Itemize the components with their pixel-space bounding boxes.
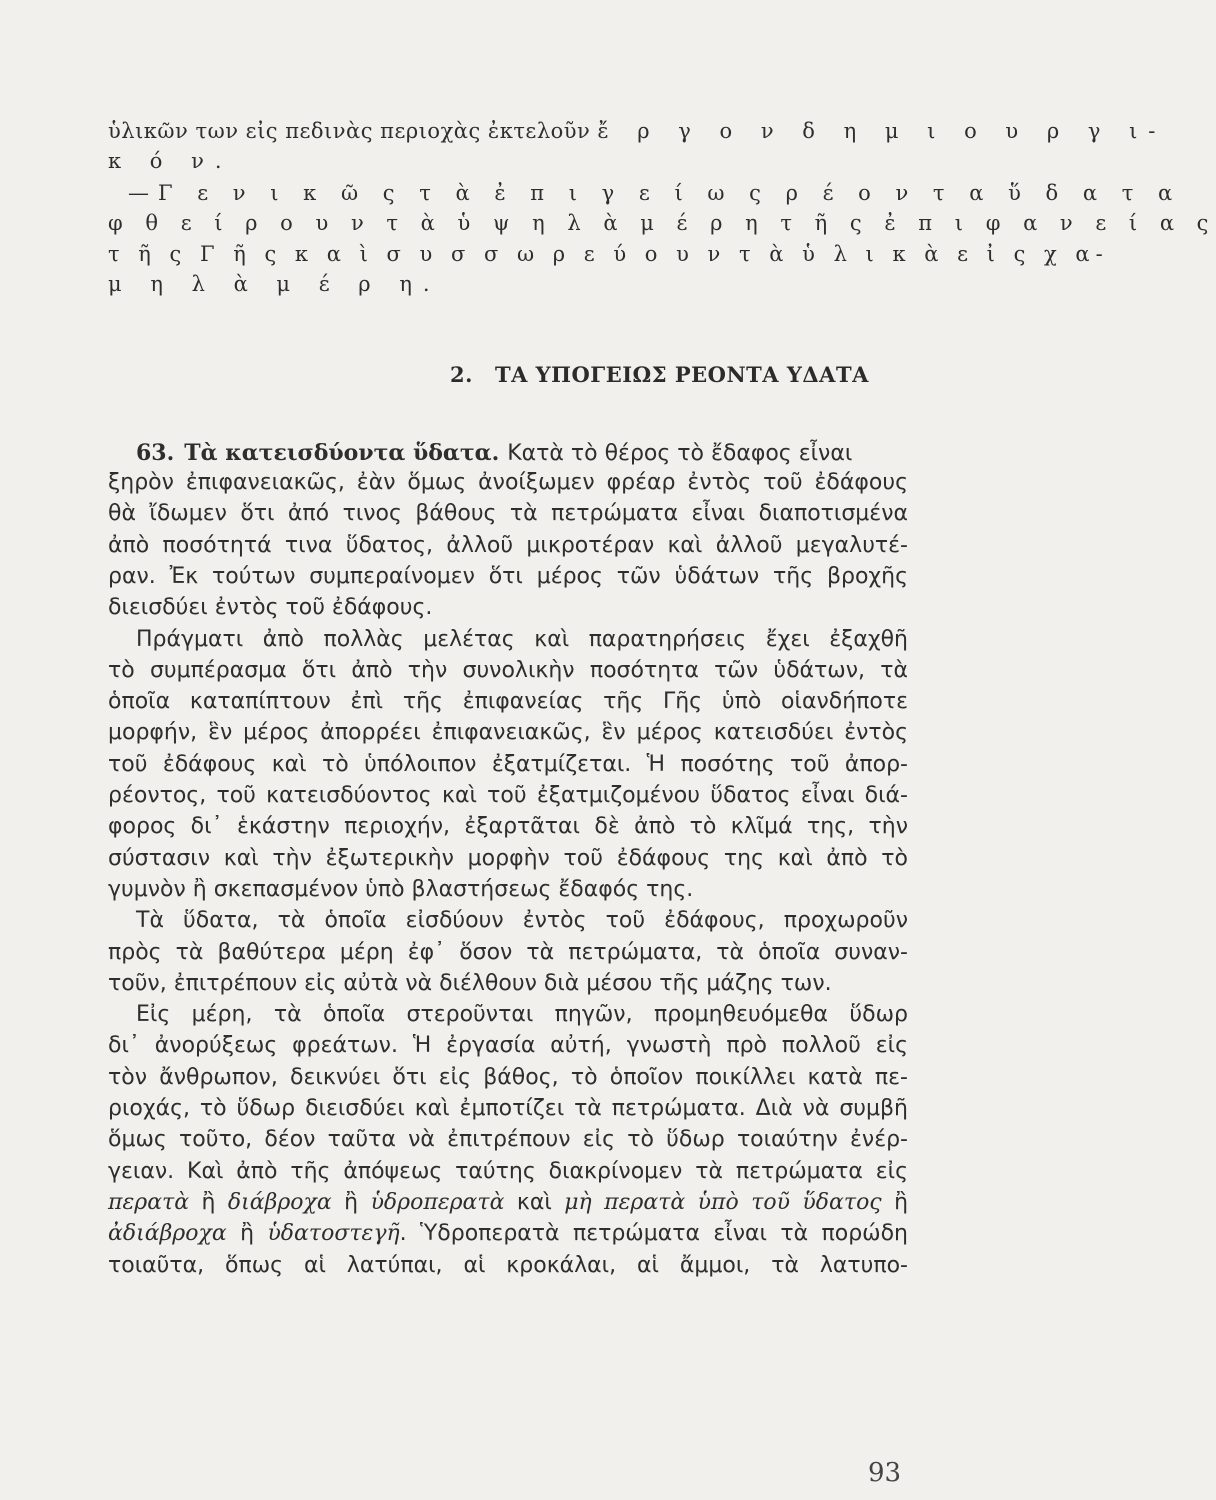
term-perata: περατὰ <box>108 1189 190 1215</box>
body-line: τοῦν, ἐπιτρέπουν εἰς αὐτὰ νὰ διέλθουν διὰ μέσου τῆς μάζης των. <box>108 970 832 996</box>
term-mi-perata: μὴ περατὰ ὑπὸ τοῦ ὕδατος <box>564 1189 882 1215</box>
intro-line-2 <box>108 146 908 177</box>
body-line: θὰ ἴδωμεν ὅτι ἀπό τινος βάθους τὰ πετρώματα εἶναι διαποτισμένα <box>108 501 908 527</box>
body-line: γυμνὸν ἢ σκεπασμένον ὑπὸ βλαστήσεως ἔδαφός της. <box>108 876 694 902</box>
subsection-first-line <box>136 438 908 469</box>
section-number: 2. <box>450 362 473 387</box>
body-line: ξηρὸν ἐπιφανειακῶς, ἐὰν ὅμως ἀνοίξωμεν φρέαρ ἐντὸς τοῦ ἐδάφους <box>108 470 908 495</box>
last-line <box>108 1251 908 1281</box>
section-title: ΤΑ ΥΠΟΓΕΙΩΣ ΡΕΟΝΤΑ ΥΔΑΤΑ <box>494 362 869 387</box>
body-line: τὸν ἄνθρωπον, δεικνύει ὅτι εἰς βάθος, τὸ ὁποῖον ποικίλλει κατὰ πε- <box>108 1064 908 1090</box>
term-ydroperata: ὑδροπερατὰ <box>370 1189 505 1215</box>
body-line: πρὸς τὰ βαθύτερα μέρη ἐφ᾽ ὅσον τὰ πετρώματα, τὰ ὁποῖα συναν- <box>108 939 908 965</box>
subsection-first-line-rest: Κατὰ τὸ θέρος τὸ ἔδαφος εἶναι <box>507 441 853 466</box>
intro-line-1-spaced: ἔ ρ γ ο ν δ η μ ι ο υ ρ γ ι- <box>597 119 1167 143</box>
body-line: δι᾽ ἀνορύξεως φρεάτων. Ἡ ἐργασία αὐτή, γνωστὴ πρὸ πολλοῦ εἰς <box>108 1033 908 1059</box>
body-line: τὸ συμπέρασμα ὅτι ἀπὸ τὴν συνολικὴν ποσότητα τῶν ὑδάτων, τὰ <box>108 657 908 683</box>
italic-line-2-sep-1: ἢ <box>226 1221 268 1247</box>
italic-line-1-sep-1: ἢ <box>189 1189 228 1215</box>
italic-line-2 <box>108 1219 908 1249</box>
intro-line-3-spaced: —Γ ε ν ι κ ῶ ς τ ὰ ἐ π ι γ ε ί ω ς ρ έ ο ν τ α ὕ δ α τ α <box>128 181 1182 205</box>
intro-line-4-spaced: φ θ ε ί ρ ο υ ν τ ὰ ὑ ψ η λ ὰ μ έ ρ η τ ῆ ς ἐ π ι φ α ν ε ί α ς <box>108 211 1216 235</box>
body-line: γειαν. Καὶ ἀπὸ τῆς ἀπόψεως ταύτης διακρίνομεν τὰ πετρώματα εἰς <box>108 1158 908 1184</box>
body-line: Τὰ ὕδατα, τὰ ὁποῖα εἰσδύουν ἐντὸς τοῦ ἐδάφους, προχωροῦν <box>136 908 908 934</box>
intro-line-1-text: ὑλικῶν των εἰς πεδινὰς περιοχὰς ἐκτελοῦν <box>108 119 591 143</box>
term-ydatostegi: ὑδατοστεγῆ <box>267 1221 400 1247</box>
body-line: ἀπὸ ποσότητά τινα ὕδατος, ἀλλοῦ μικροτέραν καὶ ἀλλοῦ μεγαλυτέ- <box>108 532 908 558</box>
section-heading <box>450 362 869 387</box>
body-line: ριοχάς, τὸ ὕδωρ διεισδύει καὶ ἐμποτίζει τὰ πετρώματα. Διὰ νὰ συμβῆ <box>108 1096 908 1121</box>
intro-line-6-spaced: μ η λ ὰ μ έ ρ η. <box>108 272 441 296</box>
italic-line-1-sep-4: ἢ <box>881 1189 909 1215</box>
body-line: Εἰς μέρη, τὰ ὁποῖα στεροῦνται πηγῶν, προμηθευόμεθα ὕδωρ <box>136 1002 908 1028</box>
italic-line-1-sep-2: ἢ <box>331 1189 371 1215</box>
subsection-label: Τὰ κατεισδύοντα ὕδατα. <box>184 440 500 466</box>
body-line: ρέοντος, τοῦ κατεισδύοντος καὶ τοῦ ἐξατμιζομένου ὕδατος εἶναι διά- <box>108 783 908 808</box>
italic-line-1-sep-3: καὶ <box>504 1189 565 1215</box>
body-line: μορφήν, ἓν μέρος ἀπορρέει ἐπιφανειακῶς, ἓν μέρος κατεισδύει ἐντὸς <box>108 720 908 746</box>
body-line: Πράγματι ἀπὸ πολλὰς μελέτας καὶ παρατηρήσεις ἔχει ἐξαχθῆ <box>136 626 908 652</box>
body-line: ὅμως τοῦτο, δέον ταῦτα νὰ ἐπιτρέπουν εἰς τὸ ὕδωρ τοιαύτην ἐνέρ- <box>108 1127 908 1153</box>
term-adiabroxa: ἀδιάβροχα <box>108 1221 227 1247</box>
intro-line-6 <box>108 269 908 300</box>
intro-line-2-spaced: κ ό ν. <box>108 149 233 173</box>
intro-line-5 <box>108 239 1109 270</box>
last-line-text: τοιαῦτα, ὅπως αἱ λατύπαι, αἱ κροκάλαι, αἱ ἄμμοι, τὰ λατυπο- <box>108 1252 908 1278</box>
subsection-number: 63. <box>136 440 175 466</box>
body-line: σύστασιν καὶ τὴν ἐξωτερικὴν μορφὴν τοῦ ἐδάφους της καὶ ἀπὸ τὸ <box>108 845 908 871</box>
body-line: τοῦ ἐδάφους καὶ τὸ ὑπόλοιπον ἐξατμίζεται. Ἡ ποσότης τοῦ ἀπορ- <box>108 751 908 777</box>
intro-line-3 <box>128 178 1182 209</box>
body-line: φορος δι᾽ ἑκάστην περιοχήν, ἐξαρτᾶται δὲ ἀπὸ τὸ κλῖμά της, τὴν <box>108 814 908 840</box>
body-line: ραν. Ἐκ τούτων συμπεραίνομεν ὅτι μέρος τῶν ὑδάτων τῆς βροχῆς <box>108 563 908 589</box>
body-line: διεισδύει ἐντὸς τοῦ ἐδάφους. <box>108 595 433 621</box>
page-number: 93 <box>868 1458 902 1488</box>
intro-line-1 <box>108 116 1167 147</box>
italic-line-1 <box>108 1188 908 1218</box>
body-line: ὁποῖα καταπίπτουν ἐπὶ τῆς ἐπιφανείας τῆς Γῆς ὑπὸ οἱανδήποτε <box>108 689 908 715</box>
intro-line-5-spaced: τ ῆ ς Γ ῆ ς κ α ὶ σ υ σ σ ω ρ ε ύ ο υ ν τ ὰ ὑ λ ι κ ὰ ε ἰ ς χ α- <box>108 242 1109 266</box>
term-diabroxa: διάβροχα <box>227 1189 332 1215</box>
intro-line-4 <box>108 208 1216 239</box>
italic-line-2-rest: . Ὑδροπερατὰ πετρώματα εἶναι τὰ πορώδη <box>399 1221 908 1247</box>
